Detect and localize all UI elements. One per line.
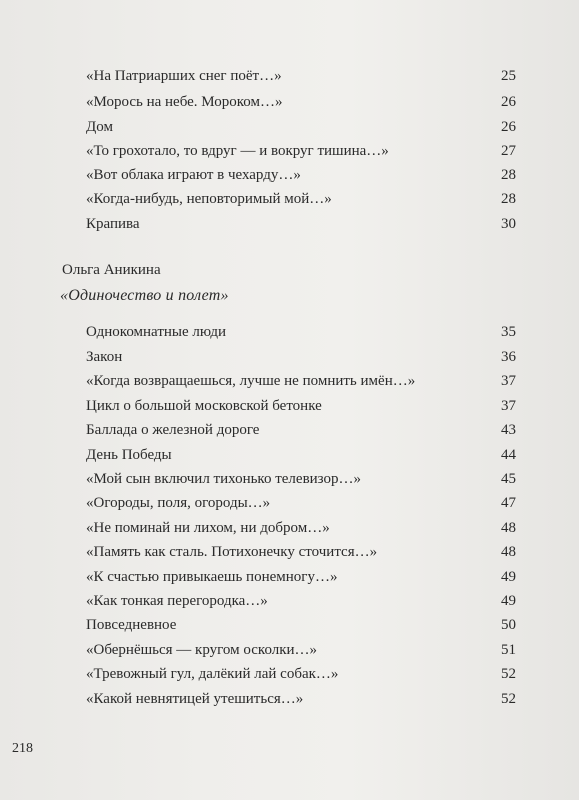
toc-entry-title: «Память как сталь. Потихонечку сточится…» xyxy=(86,544,378,560)
toc-entry-page: 28 xyxy=(501,191,516,207)
toc-entry xyxy=(86,613,516,637)
toc-entry xyxy=(86,369,516,393)
toc-entry-title: Цикл о большой московской бетонке xyxy=(86,398,322,414)
toc-entry-page: 43 xyxy=(501,422,516,438)
toc-entry xyxy=(86,163,516,187)
page-number: 218 xyxy=(12,741,33,756)
toc-entry xyxy=(86,540,516,564)
toc-entry xyxy=(86,90,516,114)
toc-entry-title: «Когда-нибудь, неповторимый мой…» xyxy=(86,191,332,207)
author-name: Ольга Аникина xyxy=(62,262,161,278)
toc-entry-title: «Вот облака играют в чехарду…» xyxy=(86,167,301,183)
toc-entry-title: Баллада о железной дороге xyxy=(86,422,260,438)
toc-entry-page: 49 xyxy=(501,593,516,609)
toc-entry xyxy=(86,418,516,442)
toc-entry-title: «Не поминай ни лихом, ни добром…» xyxy=(86,520,330,536)
toc-entry-title: Крапива xyxy=(86,216,140,232)
toc-entry-page: 52 xyxy=(501,666,516,682)
toc-entry xyxy=(86,115,516,139)
toc-entry-title: Повседневное xyxy=(86,617,177,633)
toc-entry xyxy=(86,320,516,344)
toc-entry-page: 45 xyxy=(501,471,516,487)
toc-entry xyxy=(86,565,516,589)
toc-entry-page: 36 xyxy=(501,349,516,365)
toc-entry xyxy=(86,64,516,88)
toc-entry xyxy=(86,394,516,418)
toc-entry-title: День Победы xyxy=(86,447,172,463)
toc-entry-page: 25 xyxy=(501,68,516,84)
toc-entry xyxy=(86,212,516,236)
toc-entry-title: Закон xyxy=(86,349,123,365)
toc-entry-page: 51 xyxy=(501,642,516,658)
toc-entry-title: «Мой сын включил тихонько телевизор…» xyxy=(86,471,362,487)
toc-entry-title: «Когда возвращаешься, лучше не помнить имён…» xyxy=(86,373,416,389)
toc-entry xyxy=(86,687,516,711)
book-title: «Одиночество и полет» xyxy=(60,287,229,304)
toc-entry-page: 37 xyxy=(501,398,516,414)
toc-entry-page: 48 xyxy=(501,520,516,536)
toc-entry-page: 30 xyxy=(501,216,516,232)
toc-entry xyxy=(86,443,516,467)
toc-entry-page: 28 xyxy=(501,167,516,183)
toc-entry-title: Однокомнатные люди xyxy=(86,324,226,340)
toc-entry-page: 37 xyxy=(501,373,516,389)
toc-entry xyxy=(86,638,516,662)
toc-entry-title: Дом xyxy=(86,119,113,135)
toc-entry-page: 47 xyxy=(501,495,516,511)
toc-entry-page: 50 xyxy=(501,617,516,633)
toc-entry-page: 26 xyxy=(501,119,516,135)
toc-entry xyxy=(86,139,516,163)
toc-entry-title: «Какой невнятицей утешиться…» xyxy=(86,691,304,707)
toc-entry-page: 35 xyxy=(501,324,516,340)
toc-entry-title: «Морось на небе. Мороком…» xyxy=(86,94,283,110)
toc-entry-title: «На Патриарших снег поёт…» xyxy=(86,68,282,84)
toc-entry xyxy=(86,662,516,686)
toc-entry-page: 26 xyxy=(501,94,516,110)
toc-entry xyxy=(86,345,516,369)
toc-entry-title: «Тревожный гул, далёкий лай собак…» xyxy=(86,666,339,682)
toc-entry xyxy=(86,491,516,515)
toc-entry xyxy=(86,516,516,540)
toc-entry-title: «Обернёшься — кругом осколки…» xyxy=(86,642,318,658)
toc-entry-page: 49 xyxy=(501,569,516,585)
toc-entry-title: «То грохотало, то вдруг — и вокруг тишина…» xyxy=(86,143,389,159)
toc-entry-page: 44 xyxy=(501,447,516,463)
toc-entry xyxy=(86,187,516,211)
toc-entry xyxy=(86,467,516,491)
toc-entry xyxy=(86,589,516,613)
toc-entry-title: «Как тонкая перегородка…» xyxy=(86,593,268,609)
toc-entry-page: 52 xyxy=(501,691,516,707)
toc-entry-title: «К счастью привыкаешь понемногу…» xyxy=(86,569,338,585)
toc-entry-page: 48 xyxy=(501,544,516,560)
toc-entry-page: 27 xyxy=(501,143,516,159)
toc-entry-title: «Огороды, поля, огороды…» xyxy=(86,495,271,511)
